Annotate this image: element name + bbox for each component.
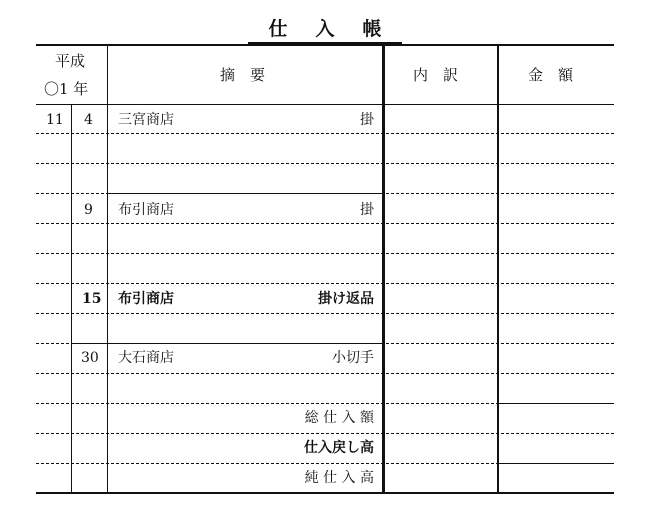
- total-net-label: 純 仕 入 高: [304, 470, 374, 486]
- entry-note: 掛: [360, 112, 374, 128]
- header-era: 平成: [55, 52, 86, 70]
- entry-day: 4: [84, 112, 93, 128]
- total-rule: [498, 463, 614, 464]
- entry-separator: [108, 193, 384, 194]
- title-char-3: 帳: [362, 18, 382, 40]
- title-char-2: 入: [315, 18, 335, 40]
- entry-name: 布引商店: [118, 202, 174, 218]
- header-bottom-border: [36, 104, 614, 105]
- entry-note: 掛け返品: [318, 291, 374, 307]
- entry-name: 布引商店: [118, 291, 174, 307]
- breakdown-amount-divider: [497, 45, 499, 493]
- row-line: [36, 373, 614, 374]
- entry-month: 11: [46, 112, 64, 128]
- entry-day: 15: [82, 291, 102, 307]
- header-amount: 金 額: [528, 66, 574, 84]
- entry-note: 掛: [360, 202, 374, 218]
- date-description-divider: [107, 45, 108, 493]
- entry-name: 三宮商店: [118, 112, 174, 128]
- header-breakdown: 内 訳: [413, 66, 459, 84]
- total-rule: [498, 403, 614, 404]
- ledger-title: [0, 14, 650, 44]
- bottom-border: [36, 492, 614, 494]
- top-border: [36, 44, 614, 46]
- total-gross-label: 総 仕 入 額: [304, 410, 374, 426]
- row-line: [36, 133, 614, 134]
- row-line: [36, 313, 614, 314]
- entry-separator: [72, 343, 384, 344]
- month-day-divider: [71, 105, 72, 493]
- header-year: 〇1 年: [44, 80, 89, 98]
- entry-day: 9: [84, 202, 93, 218]
- description-breakdown-divider: [382, 45, 385, 493]
- title-char-1: 仕: [268, 18, 288, 40]
- entry-day: 30: [81, 350, 99, 366]
- total-returns-label: 仕入戻し高: [304, 440, 374, 456]
- row-line: [36, 223, 614, 224]
- entry-note: 小切手: [332, 350, 374, 366]
- row-line: [36, 253, 614, 254]
- row-line: [36, 283, 614, 284]
- row-line: [36, 163, 614, 164]
- row-line: [36, 433, 614, 434]
- entry-name: 大石商店: [118, 350, 174, 366]
- header-description: 摘 要: [220, 66, 266, 84]
